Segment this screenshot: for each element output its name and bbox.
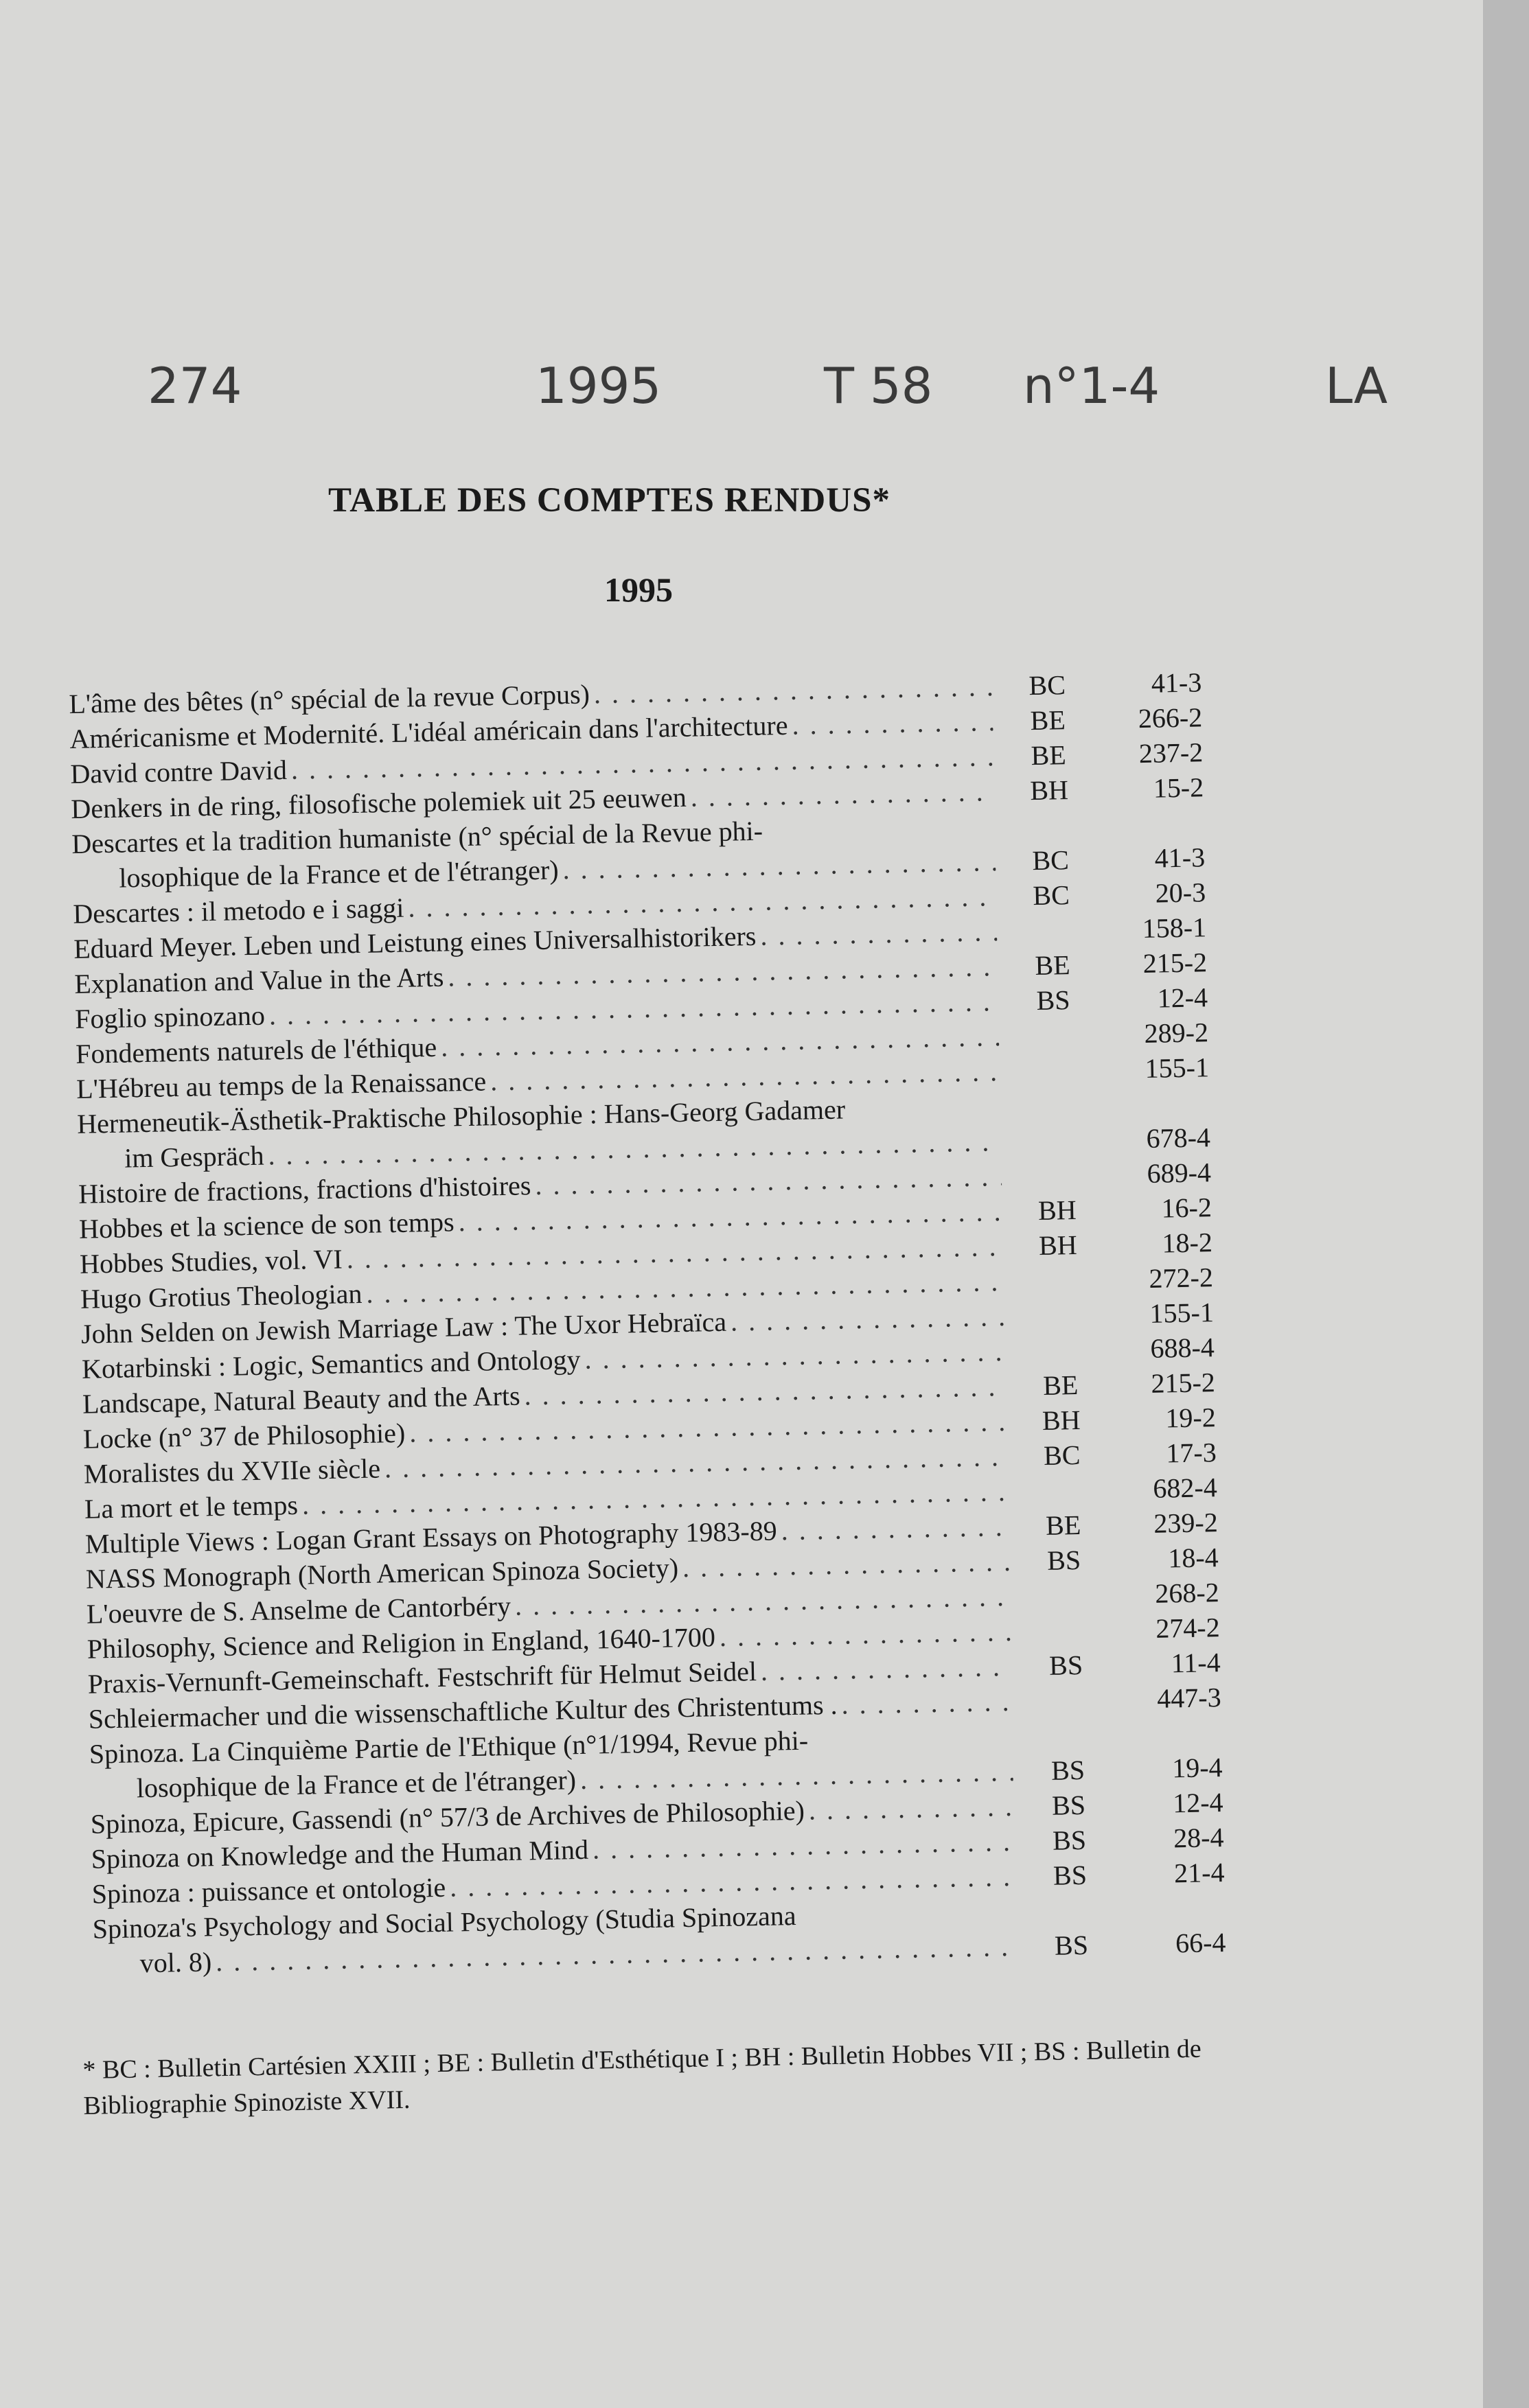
- toc-entry-title: Kotarbinski : Logic, Semantics and Ontology: [81, 1343, 581, 1385]
- page-reference: 447-3: [1156, 1682, 1222, 1714]
- bulletin-code: BE: [1030, 704, 1066, 737]
- page-reference: 155-1: [1149, 1297, 1215, 1329]
- page-reference: [1126, 1917, 1226, 1919]
- bulletin-code: BH: [1029, 774, 1069, 807]
- dot-leader: [726, 1299, 1005, 1339]
- page-reference: 155-1: [1145, 1052, 1210, 1085]
- page-reference: 12-4: [1172, 1787, 1223, 1819]
- handwriting-tome: T 58: [824, 357, 933, 415]
- dot-leader: [788, 704, 993, 743]
- page-reference: 15-2: [1153, 772, 1204, 804]
- bulletin-code: BC: [1032, 844, 1070, 877]
- page-reference: 18-2: [1162, 1227, 1213, 1259]
- page-reference: 689-4: [1147, 1157, 1212, 1189]
- page-reference: [1123, 1741, 1222, 1744]
- page-reference: [1110, 1111, 1210, 1113]
- toc-entry-title: vol. 8): [139, 1946, 212, 1979]
- page-reference: 19-2: [1164, 1402, 1217, 1434]
- toc-entry-title: Spinoza. La Cinquième Partie de l'Ethique (n°1/1994, Revue phi-: [89, 1724, 809, 1770]
- bulletin-code: [1000, 1078, 1110, 1080]
- page-reference: 289-2: [1144, 1017, 1209, 1050]
- bulletin-code: [999, 1043, 1109, 1045]
- bulletin-code: [997, 938, 1107, 940]
- toc-entry-title: Philosophy, Science and Religion in England, 1640-1700: [87, 1621, 716, 1665]
- bulletin-code: [1001, 1148, 1111, 1150]
- bulletin-code: [1002, 1183, 1112, 1185]
- toc-entry-title: Spinoza, Epicure, Gassendi (n° 57/3 de Archives de Philosophie): [90, 1794, 805, 1840]
- toc-entry-title: L'Hébreu au temps de la Renaissance: [76, 1065, 487, 1104]
- page-reference: 18-4: [1167, 1542, 1219, 1574]
- toc-entry-title: Moralistes du XVIIe siècle: [83, 1452, 381, 1490]
- page-reference: 28-4: [1173, 1822, 1224, 1854]
- bulletin-code: BH: [1038, 1229, 1078, 1262]
- page-reference: 16-2: [1161, 1192, 1212, 1224]
- handwriting-initials: LA: [1325, 357, 1388, 415]
- bulletin-code: [1005, 1358, 1115, 1361]
- toc-entry-title: Américanisme et Modernité. L'idéal américain dans l'architecture: [69, 709, 788, 754]
- bulletin-code: BC: [1043, 1439, 1081, 1471]
- toc-entry-title: Locke (n° 37 de Philosophie): [82, 1417, 406, 1455]
- bulletin-code: BS: [1046, 1544, 1081, 1576]
- page-reference: 682-4: [1152, 1472, 1218, 1504]
- toc-entry-title: John Selden on Jewish Marriage Law : The Uxor Hebraïca: [80, 1306, 727, 1350]
- toc-entry-title: L'âme des bêtes (n° spécial de la revue Corpus): [69, 678, 590, 719]
- handwriting-number: 274: [148, 357, 242, 415]
- bulletin-code: BE: [1045, 1509, 1081, 1541]
- page-reference: 266-2: [1138, 702, 1203, 734]
- bulletin-code: BS: [1050, 1754, 1085, 1786]
- page-reference: 20-3: [1155, 877, 1206, 909]
- bulletin-code: [1016, 1919, 1126, 1921]
- page-reference: 17-3: [1165, 1437, 1217, 1469]
- toc-entry-title: La mort et le temps: [84, 1489, 299, 1525]
- toc-entry-title: Histoire de fractions, fractions d'histoires: [78, 1170, 531, 1209]
- page-reference: 158-1: [1142, 912, 1207, 945]
- bulletin-code: BS: [1036, 984, 1070, 1017]
- toc-entry-title: Praxis-Vernunft-Gemeinschaft. Festschrift für Helmut Seidel: [87, 1656, 757, 1700]
- handwriting-year: 1995: [536, 357, 662, 415]
- toc-entry-title: Hobbes et la science de son temps: [78, 1206, 455, 1244]
- bulletin-code: BS: [1052, 1824, 1087, 1856]
- dot-leader: [686, 774, 994, 815]
- toc-entry-title: losophique de la France et de l'étranger): [136, 1764, 577, 1804]
- bulletin-code: BC: [1028, 669, 1066, 702]
- toc-entry-title: Hobbes Studies, vol. VI: [79, 1243, 343, 1280]
- dot-leader: [837, 1684, 1012, 1722]
- page-reference: 215-2: [1142, 947, 1208, 980]
- toc-entry-title: Schleiermacher und die wissenschaftliche Kultur des Christentums .: [88, 1689, 838, 1735]
- toc-entry-title: Denkers in de ring, filosofische polemiek uit 25 eeuwen: [70, 781, 687, 824]
- bulletin-code: [1010, 1604, 1120, 1606]
- toc-entry-title: Descartes : il metodo e i saggi: [72, 892, 404, 929]
- dot-leader: [756, 1649, 1011, 1689]
- dot-leader: [777, 1509, 1009, 1548]
- footnote: * BC : Bulletin Cartésien XXIII ; BE : Bulletin d'Esthétique I ; BH : Bulletin Hobbes VII ; BS : Bulletin de Bibliographie Spinoziste XVII.: [82, 2034, 1202, 2120]
- page-reference: 12-4: [1157, 982, 1208, 1014]
- dot-leader: [715, 1614, 1011, 1654]
- toc-entry-title: NASS Monograph (North American Spinoza Society): [85, 1552, 679, 1595]
- entries-list: [69, 664, 1261, 1981]
- toc-entry-title: Spinoza on Knowledge and the Human Mind: [91, 1833, 589, 1875]
- bulletin-code: [1000, 1113, 1110, 1115]
- page-reference: 678-4: [1146, 1122, 1211, 1154]
- dot-leader: [678, 1544, 1010, 1585]
- bulletin-code: BE: [1042, 1369, 1079, 1401]
- page-reference: 237-2: [1138, 737, 1204, 769]
- page-reference: 268-2: [1154, 1577, 1220, 1609]
- toc-entry-title: David contre David: [70, 754, 288, 789]
- bulletin-code: [1013, 1744, 1123, 1746]
- toc-entry-title: Landscape, Natural Beauty and the Arts: [82, 1380, 520, 1420]
- toc-entry-title: losophique de la France et de l'étranger): [118, 854, 559, 894]
- toc-entry-title: im Gespräch: [124, 1139, 264, 1174]
- page-reference: 21-4: [1173, 1857, 1225, 1889]
- page-reference: 688-4: [1150, 1332, 1215, 1364]
- bulletin-code: BE: [1031, 739, 1067, 772]
- bulletin-code: [995, 833, 1105, 835]
- bulletin-code: [1008, 1498, 1118, 1501]
- toc-entry-title: Hugo Grotius Theologian: [80, 1277, 363, 1315]
- toc-entry-title: Explanation and Value in the Arts: [73, 961, 444, 999]
- dot-leader: [804, 1789, 1014, 1828]
- dot-leader: [756, 914, 998, 953]
- toc-entry-title: Eduard Meyer. Leben und Leistung eines Universalhistorikers: [73, 920, 757, 964]
- bulletin-code: BH: [1037, 1194, 1077, 1227]
- bulletin-code: BH: [1042, 1404, 1081, 1436]
- page-gutter: [1483, 0, 1529, 2408]
- page-reference: 19-4: [1171, 1752, 1223, 1784]
- toc-entry-title: Multiple Views : Logan Grant Essays on Photography 1983-89: [84, 1515, 778, 1560]
- page-reference: [1105, 831, 1204, 833]
- toc-entry-title: Spinoza : puissance et ontologie: [91, 1871, 446, 1910]
- bulletin-code: BE: [1035, 949, 1071, 982]
- page-reference: 41-3: [1151, 667, 1202, 699]
- page-reference: 41-3: [1154, 842, 1206, 874]
- handwriting-issue: n°1-4: [1023, 357, 1160, 415]
- page-reference: 274-2: [1155, 1612, 1221, 1644]
- bulletin-code: [1012, 1709, 1122, 1711]
- toc-entry-title: L'oeuvre de S. Anselme de Cantorbéry: [86, 1590, 511, 1630]
- bulletin-code: BS: [1054, 1929, 1089, 1961]
- page-year: 1995: [604, 570, 673, 609]
- bulletin-code: [1004, 1323, 1114, 1325]
- toc-entry-title: Spinoza's Psychology and Social Psychology (Studia Spinozana: [92, 1899, 796, 1945]
- handwritten-annotation: [0, 357, 1483, 439]
- bulletin-code: BS: [1048, 1649, 1083, 1681]
- page-reference: 11-4: [1171, 1647, 1221, 1679]
- bulletin-code: BS: [1051, 1789, 1086, 1821]
- toc-entry-title: Foglio spinozano: [74, 999, 266, 1034]
- bulletin-code: [1004, 1288, 1114, 1290]
- page-reference: 239-2: [1153, 1507, 1219, 1539]
- bulletin-code: BC: [1032, 879, 1070, 912]
- page-reference: 215-2: [1151, 1367, 1216, 1399]
- page-title: TABLE DES COMPTES RENDUS*: [328, 481, 890, 520]
- page-reference: 272-2: [1149, 1262, 1214, 1294]
- bulletin-code: [1011, 1639, 1120, 1641]
- page-reference: 66-4: [1175, 1926, 1226, 1959]
- toc-entry-title: Descartes et la tradition humaniste (n° spécial de la Revue phi-: [71, 815, 763, 859]
- toc-entry-title: Fondements naturels de l'éthique: [75, 1031, 437, 1069]
- toc-entry-title: Hermeneutik-Ästhetik-Praktische Philosophie : Hans-Georg Gadamer: [76, 1093, 846, 1139]
- bulletin-code: BS: [1053, 1859, 1088, 1891]
